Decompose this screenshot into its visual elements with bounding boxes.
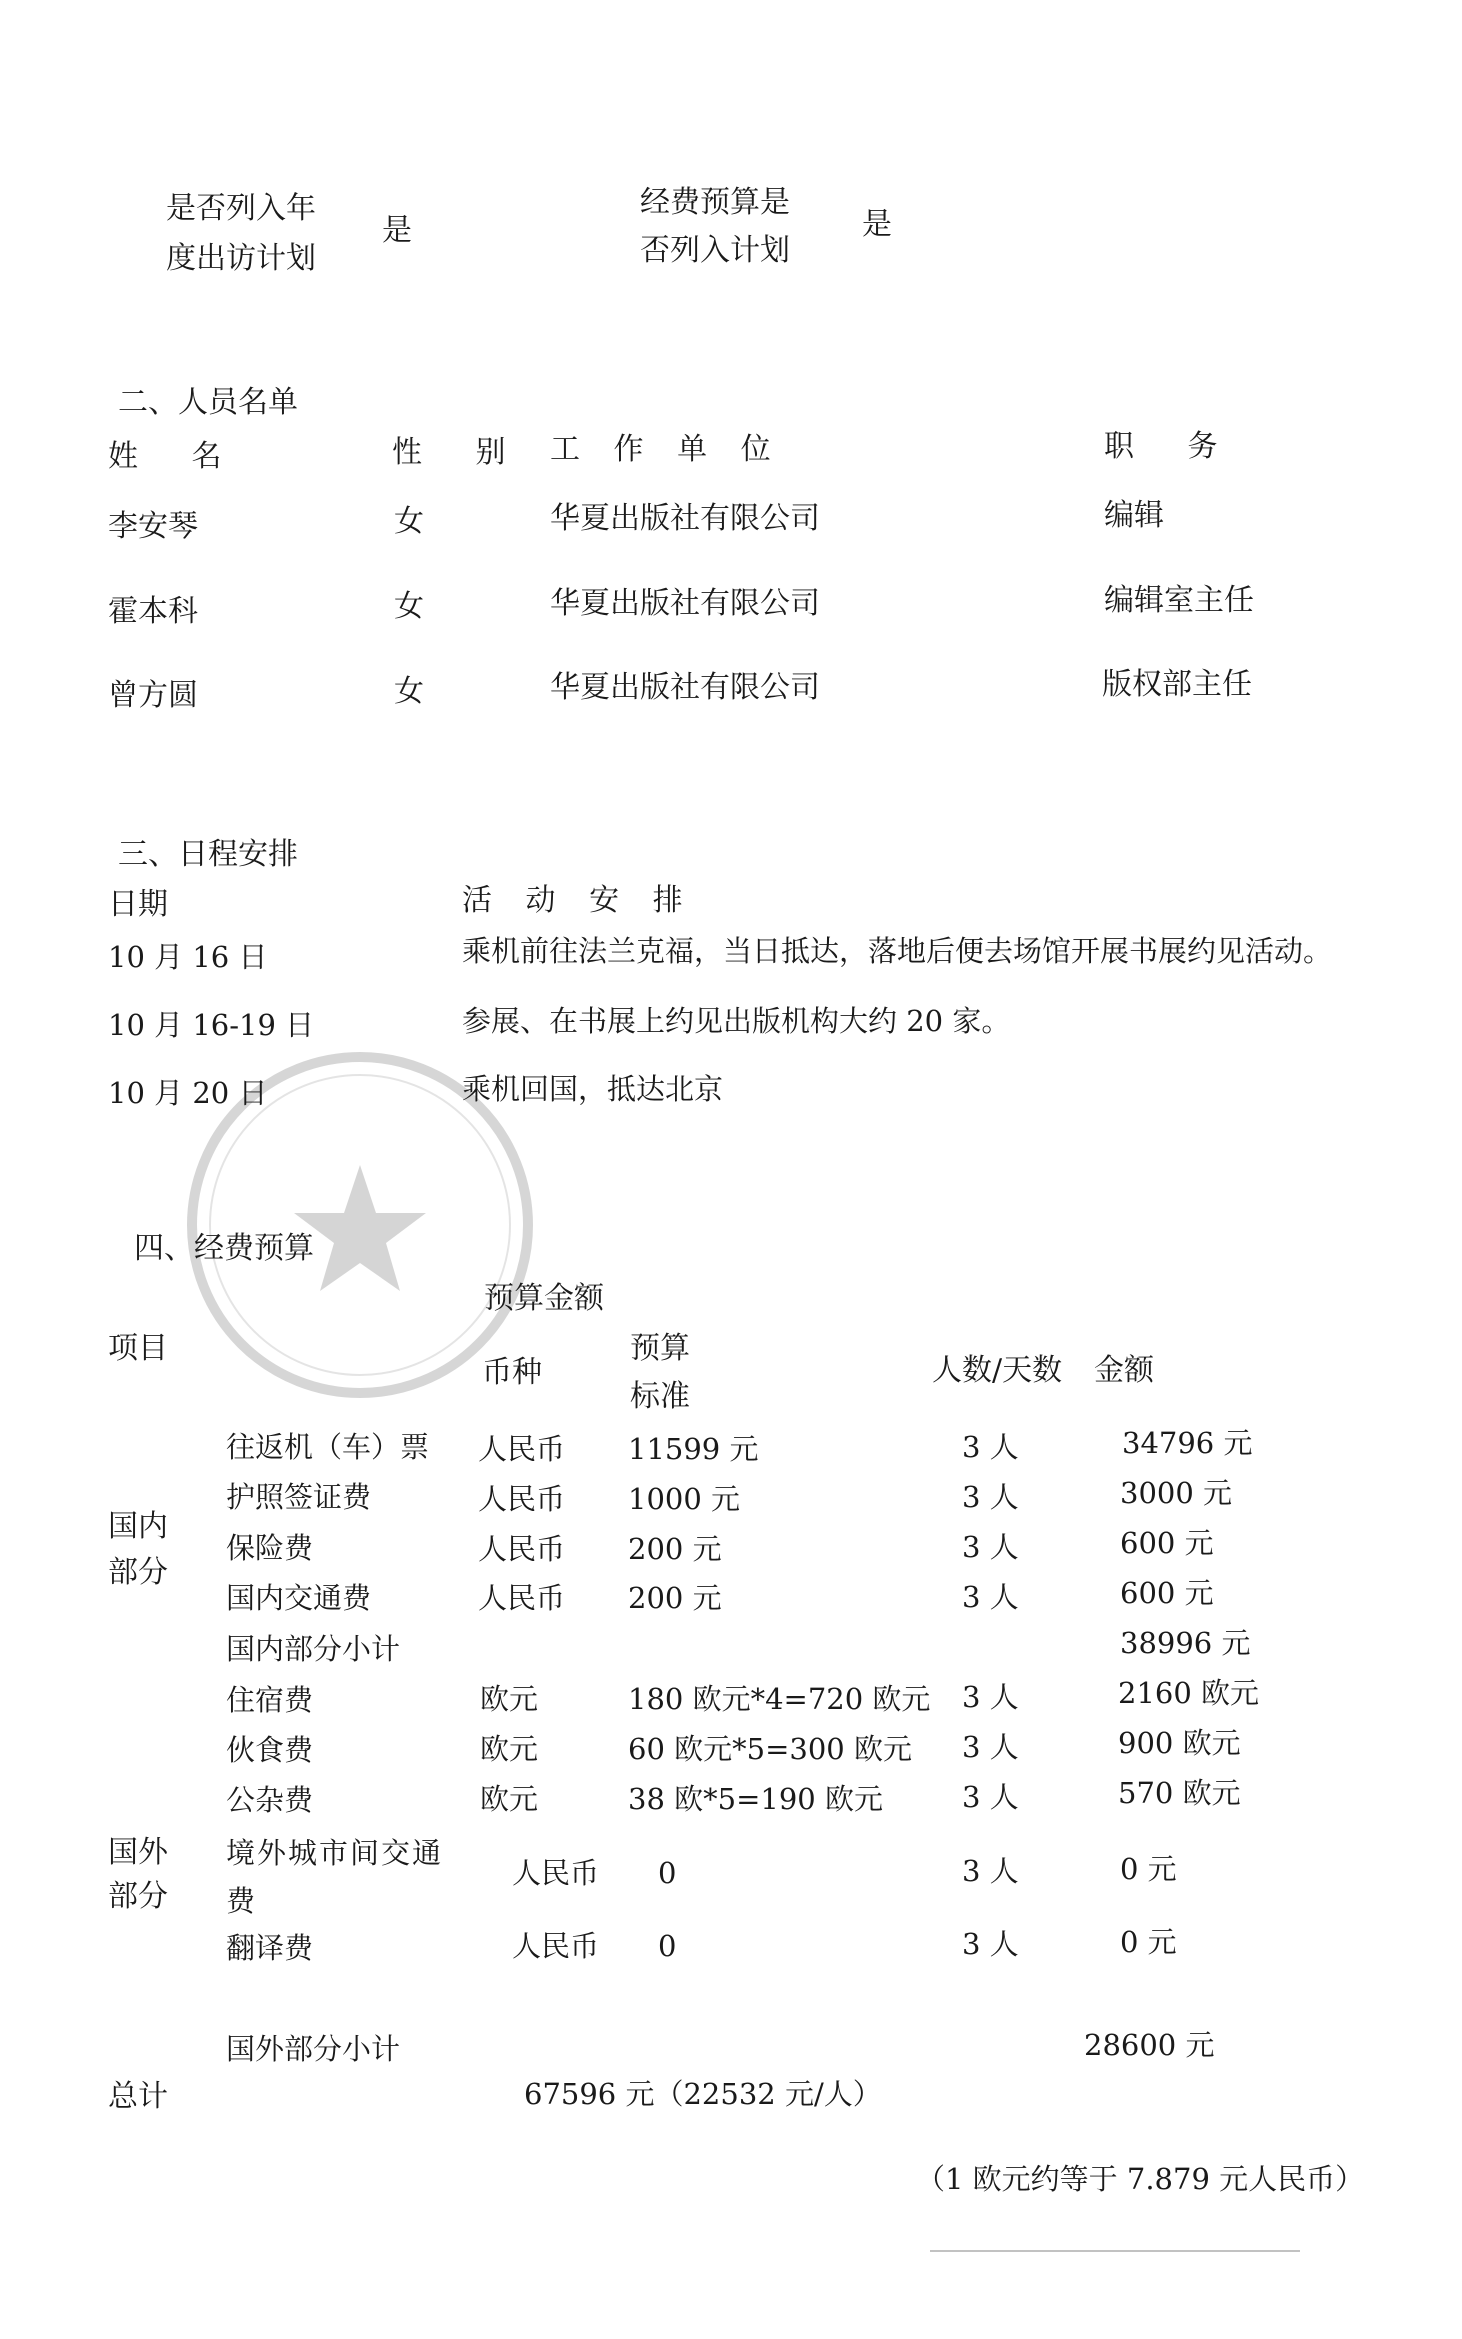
footer-rule — [930, 2250, 1300, 2252]
budget-domestic-row-1-currency: 人民币 — [478, 1432, 566, 1466]
budget-foreign-row-2-standard: 60 欧元*5=300 欧元 — [628, 1732, 912, 1766]
personnel-row-1-position: 编辑 — [1104, 498, 1164, 533]
schedule-row-3-activity: 乘机回国，抵达北京 — [462, 1072, 724, 1106]
budget-domestic-label-line1: 国内 — [108, 1509, 168, 1544]
budget-translation-people: 3 人 — [962, 1927, 1019, 1961]
schedule-row-2-activity: 参展、在书展上约见出版机构大约 20 家。 — [462, 1004, 1011, 1038]
budget-domestic-row-3-people: 3 人 — [962, 1530, 1019, 1564]
budget-foreign-row-1-standard: 180 欧元*4=720 欧元 — [628, 1682, 931, 1716]
personnel-header-unit: 工 作 单 位 — [550, 432, 783, 467]
budget-foreign-label-line2: 部分 — [108, 1879, 168, 1914]
budget-standard-header-line1: 预算 — [630, 1331, 690, 1366]
budget-currency-header: 币种 — [482, 1355, 542, 1390]
personnel-row-2-gender: 女 — [394, 589, 424, 624]
budget-foreign-row-1-amount: 2160 欧元 — [1118, 1676, 1260, 1710]
budget-foreign-row-2-currency: 欧元 — [480, 1732, 539, 1766]
personnel-row-2-unit: 华夏出版社有限公司 — [550, 586, 820, 621]
budget-domestic-row-4-people: 3 人 — [962, 1580, 1019, 1614]
personnel-row-1-gender: 女 — [394, 504, 424, 539]
personnel-row-3-unit: 华夏出版社有限公司 — [550, 670, 820, 705]
budget-domestic-row-2-amount: 3000 元 — [1120, 1476, 1233, 1510]
schedule-row-2-date: 10 月 16-19 日 — [108, 1008, 315, 1042]
budget-domestic-subtotal-amount: 38996 元 — [1120, 1626, 1251, 1660]
budget-domestic-row-3-currency: 人民币 — [478, 1532, 566, 1566]
personnel-row-1-name: 李安琴 — [108, 509, 198, 544]
budget-people-days-header: 人数/天数 — [932, 1353, 1063, 1388]
budget-domestic-row-2-people: 3 人 — [962, 1480, 1019, 1514]
budget-intercity-item-line1: 境外城市间交通 — [226, 1836, 444, 1870]
budget-amount-col-header: 金额 — [1094, 1353, 1154, 1388]
plan-q2-value: 是 — [862, 207, 892, 242]
budget-amount-header: 预算金额 — [484, 1281, 604, 1316]
budget-total-amount: 67596 元（22532 元/人） — [524, 2077, 882, 2111]
budget-translation-currency: 人民币 — [512, 1929, 600, 1963]
personnel-row-1-unit: 华夏出版社有限公司 — [550, 501, 820, 536]
budget-foreign-row-3-people: 3 人 — [962, 1780, 1019, 1814]
personnel-section-title: 二、人员名单 — [118, 385, 298, 420]
budget-domestic-row-3-item: 保险费 — [226, 1531, 314, 1565]
budget-intercity-currency: 人民币 — [512, 1856, 600, 1890]
budget-domestic-row-4-amount: 600 元 — [1120, 1576, 1214, 1610]
budget-domestic-subtotal-label: 国内部分小计 — [226, 1632, 401, 1666]
plan-q1-value: 是 — [382, 213, 412, 248]
budget-domestic-label-line2: 部分 — [108, 1555, 168, 1590]
budget-foreign-row-1-people: 3 人 — [962, 1680, 1019, 1714]
budget-translation-item: 翻译费 — [226, 1931, 314, 1965]
exchange-rate-note: （1 欧元约等于 7.879 元人民币） — [916, 2162, 1365, 2196]
budget-domestic-row-3-amount: 600 元 — [1120, 1526, 1214, 1560]
budget-item-header: 项目 — [108, 1331, 168, 1366]
budget-foreign-row-3-currency: 欧元 — [480, 1782, 539, 1816]
budget-foreign-row-3-item: 公杂费 — [226, 1783, 314, 1817]
budget-domestic-row-2-currency: 人民币 — [478, 1482, 566, 1516]
schedule-header-date: 日期 — [108, 887, 168, 922]
budget-foreign-row-1-currency: 欧元 — [480, 1682, 539, 1716]
budget-foreign-subtotal-amount: 28600 元 — [1084, 2028, 1215, 2062]
budget-translation-amount: 0 元 — [1120, 1925, 1177, 1959]
budget-domestic-row-1-amount: 34796 元 — [1122, 1426, 1253, 1460]
personnel-row-3-position: 版权部主任 — [1102, 667, 1252, 702]
personnel-row-3-name: 曾方圆 — [108, 678, 198, 713]
plan-q1-label-line1: 是否列入年 — [166, 191, 316, 226]
plan-q1-label-line2: 度出访计划 — [166, 241, 316, 276]
budget-intercity-people: 3 人 — [962, 1854, 1019, 1888]
budget-foreign-row-2-people: 3 人 — [962, 1730, 1019, 1764]
plan-q2-label-line1: 经费预算是 — [640, 185, 790, 220]
budget-foreign-row-3-amount: 570 欧元 — [1118, 1776, 1241, 1810]
budget-domestic-row-2-standard: 1000 元 — [628, 1482, 741, 1516]
budget-foreign-subtotal-label: 国外部分小计 — [226, 2032, 401, 2066]
budget-foreign-row-1-item: 住宿费 — [226, 1683, 314, 1717]
budget-foreign-row-2-item: 伙食费 — [226, 1733, 314, 1767]
budget-domestic-row-1-people: 3 人 — [962, 1430, 1019, 1464]
budget-section-title: 四、经费预算 — [134, 1231, 314, 1266]
personnel-header-position: 职 务 — [1104, 429, 1240, 464]
budget-total-label: 总计 — [108, 2079, 168, 2114]
star-icon — [294, 1165, 426, 1291]
budget-domestic-row-3-standard: 200 元 — [628, 1532, 722, 1566]
budget-domestic-row-4-item: 国内交通费 — [226, 1581, 372, 1615]
personnel-row-3-gender: 女 — [394, 674, 424, 709]
schedule-section-title: 三、日程安排 — [118, 837, 298, 872]
budget-foreign-row-3-standard: 38 欧*5=190 欧元 — [628, 1782, 883, 1816]
budget-translation-standard: 0 — [658, 1929, 677, 1963]
personnel-row-2-name: 霍本科 — [108, 594, 198, 629]
budget-foreign-label-line1: 国外 — [108, 1835, 168, 1870]
schedule-row-1-date: 10 月 16 日 — [108, 940, 268, 974]
budget-foreign-row-2-amount: 900 欧元 — [1118, 1726, 1241, 1760]
personnel-row-2-position: 编辑室主任 — [1104, 583, 1254, 618]
budget-intercity-amount: 0 元 — [1120, 1852, 1177, 1886]
personnel-header-gender: 性 别 — [392, 435, 528, 470]
budget-domestic-row-4-standard: 200 元 — [628, 1581, 722, 1615]
budget-standard-header-line2: 标准 — [630, 1379, 690, 1414]
budget-domestic-row-1-standard: 11599 元 — [628, 1432, 759, 1466]
schedule-row-3-date: 10 月 20 日 — [108, 1076, 268, 1110]
budget-domestic-row-4-currency: 人民币 — [478, 1581, 566, 1615]
schedule-row-1-activity: 乘机前往法兰克福，当日抵达，落地后便去场馆开展书展约见活动。 — [462, 934, 1333, 968]
plan-q2-label-line2: 否列入计划 — [640, 233, 790, 268]
budget-domestic-row-2-item: 护照签证费 — [226, 1480, 372, 1514]
budget-domestic-row-1-item: 往返机（车）票 — [226, 1430, 430, 1464]
personnel-header-name: 姓 名 — [108, 439, 244, 474]
budget-intercity-item-line2: 费 — [226, 1884, 256, 1918]
schedule-header-activity: 活 动 安 排 — [462, 883, 695, 918]
budget-intercity-standard: 0 — [658, 1856, 677, 1890]
